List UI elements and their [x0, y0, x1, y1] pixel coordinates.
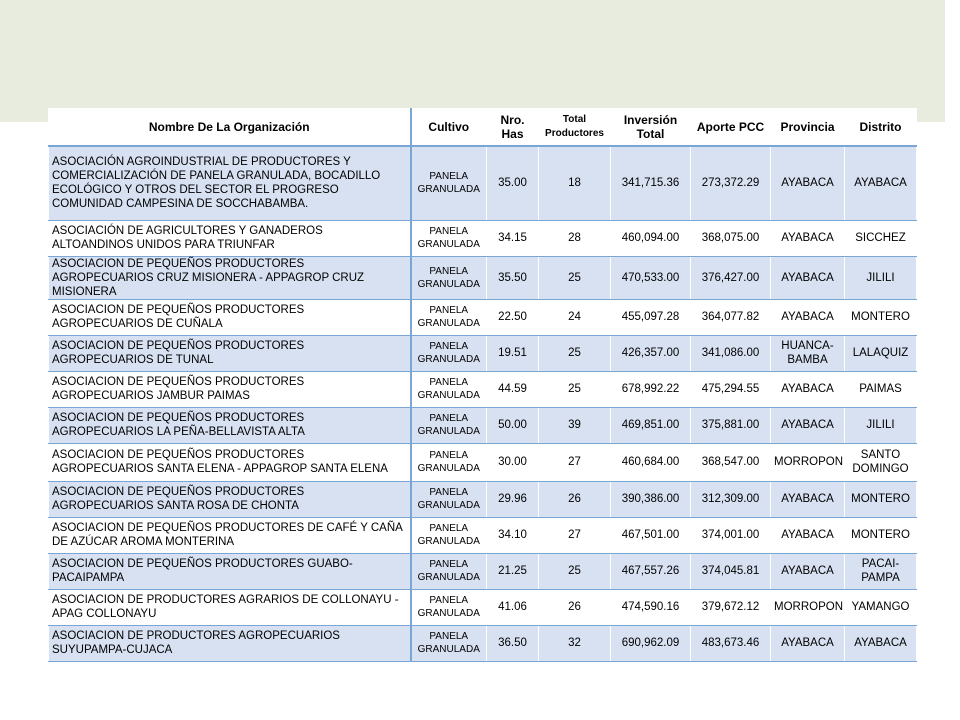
row-total-productores: 24 — [539, 299, 611, 335]
row-cultivo: PANELA GRANULADA — [411, 335, 487, 371]
table-row — [49, 371, 917, 407]
row-cultivo: PANELA GRANULADA — [411, 517, 487, 553]
row-org: ASOCIACIÓN DE AGRICULTORES Y GANADEROS ALTOANDINOS UNIDOS PARA TRIUNFAR — [49, 220, 411, 256]
header-cultivo: Cultivo — [411, 109, 487, 147]
row-distrito: MONTERO — [845, 481, 917, 517]
row-total-productores: 27 — [539, 443, 611, 481]
table-row — [49, 481, 917, 517]
row-aporte: 483,673.46 — [691, 625, 771, 661]
header-nro-has: Nro. Has — [487, 109, 539, 147]
header-distrito: Distrito — [845, 109, 917, 147]
row-aporte: 374,045.81 — [691, 553, 771, 589]
table-row — [49, 146, 917, 220]
row-distrito: MONTERO — [845, 517, 917, 553]
row-org: ASOCIACION DE PEQUEÑOS PRODUCTORES AGROPECUARIOS JAMBUR PAIMAS — [49, 371, 411, 407]
header-org: Nombre De La Organización — [49, 109, 411, 147]
row-inversion: 474,590.16 — [611, 589, 691, 625]
row-nro-has: 34.15 — [487, 220, 539, 256]
row-nro-has: 35.50 — [487, 256, 539, 299]
row-provincia: AYABACA — [771, 407, 845, 443]
row-org: ASOCIACION DE PRODUCTORES AGRARIOS DE COLLONAYU - APAG COLLONAYU — [49, 589, 411, 625]
table-body — [49, 146, 917, 661]
table-row — [49, 443, 917, 481]
row-total-productores: 27 — [539, 517, 611, 553]
row-total-productores: 26 — [539, 481, 611, 517]
row-org: ASOCIACION DE PEQUEÑOS PRODUCTORES DE CAFÉ Y CAÑA DE AZÚCAR AROMA MONTERINA — [49, 517, 411, 553]
row-org: ASOCIACIÓN AGROINDUSTRIAL DE PRODUCTORES Y COMERCIALIZACIÓN DE PANELA GRANULADA, BOCADILLO ECOLÓGICO Y OTROS DEL SECTOR EL PROGRESO COMUNIDAD CAMPESINA DE SOCCHABAMBA. — [49, 146, 411, 220]
row-nro-has: 44.59 — [487, 371, 539, 407]
table-row — [49, 256, 917, 299]
row-provincia: AYABACA — [771, 371, 845, 407]
row-nro-has: 22.50 — [487, 299, 539, 335]
header-provincia: Provincia — [771, 109, 845, 147]
table-row — [49, 625, 917, 661]
row-total-productores: 25 — [539, 335, 611, 371]
row-aporte: 375,881.00 — [691, 407, 771, 443]
row-provincia: HUANCA-BAMBA — [771, 335, 845, 371]
row-inversion: 678,992.22 — [611, 371, 691, 407]
row-inversion: 467,557.26 — [611, 553, 691, 589]
row-distrito: JILILI — [845, 256, 917, 299]
row-inversion: 469,851.00 — [611, 407, 691, 443]
row-provincia: AYABACA — [771, 481, 845, 517]
row-distrito: JILILI — [845, 407, 917, 443]
row-aporte: 376,427.00 — [691, 256, 771, 299]
row-nro-has: 35.00 — [487, 146, 539, 220]
row-cultivo: PANELA GRANULADA — [411, 220, 487, 256]
table-header-row — [49, 109, 917, 147]
row-provincia: AYABACA — [771, 553, 845, 589]
row-provincia: AYABACA — [771, 517, 845, 553]
row-org: ASOCIACION DE PEQUEÑOS PRODUCTORES GUABO-PACAIPAMPA — [49, 553, 411, 589]
row-aporte: 368,547.00 — [691, 443, 771, 481]
row-provincia: AYABACA — [771, 625, 845, 661]
row-nro-has: 21.25 — [487, 553, 539, 589]
organizations-table — [48, 108, 917, 662]
row-nro-has: 19.51 — [487, 335, 539, 371]
row-distrito: AYABACA — [845, 625, 917, 661]
row-nro-has: 41.06 — [487, 589, 539, 625]
header-banner — [0, 0, 945, 122]
row-distrito: PAIMAS — [845, 371, 917, 407]
row-inversion: 460,094.00 — [611, 220, 691, 256]
row-org: ASOCIACION DE PEQUEÑOS PRODUCTORES AGROPECUARIOS DE CUÑALA — [49, 299, 411, 335]
row-org: ASOCIACION DE PEQUEÑOS PRODUCTORES AGROPECUARIOS SANTA ROSA DE CHONTA — [49, 481, 411, 517]
row-inversion: 455,097.28 — [611, 299, 691, 335]
row-nro-has: 30.00 — [487, 443, 539, 481]
row-total-productores: 28 — [539, 220, 611, 256]
row-total-productores: 25 — [539, 256, 611, 299]
row-cultivo: PANELA GRANULADA — [411, 256, 487, 299]
row-distrito: YAMANGO — [845, 589, 917, 625]
row-provincia: AYABACA — [771, 146, 845, 220]
row-org: ASOCIACION DE PEQUEÑOS PRODUCTORES AGROPECUARIOS LA PEÑA-BELLAVISTA ALTA — [49, 407, 411, 443]
row-aporte: 368,075.00 — [691, 220, 771, 256]
row-cultivo: PANELA GRANULADA — [411, 481, 487, 517]
row-org: ASOCIACION DE PRODUCTORES AGROPECUARIOS SUYUPAMPA-CUJACA — [49, 625, 411, 661]
organizations-table-container — [48, 108, 916, 656]
table-row — [49, 553, 917, 589]
row-inversion: 426,357.00 — [611, 335, 691, 371]
row-cultivo: PANELA GRANULADA — [411, 371, 487, 407]
row-cultivo: PANELA GRANULADA — [411, 407, 487, 443]
row-total-productores: 26 — [539, 589, 611, 625]
row-total-productores: 25 — [539, 371, 611, 407]
header-total-productores: Total Productores — [539, 109, 611, 147]
table-row — [49, 299, 917, 335]
row-inversion: 470,533.00 — [611, 256, 691, 299]
table-row — [49, 589, 917, 625]
row-aporte: 341,086.00 — [691, 335, 771, 371]
table-row — [49, 335, 917, 371]
row-inversion: 690,962.09 — [611, 625, 691, 661]
row-aporte: 374,001.00 — [691, 517, 771, 553]
row-aporte: 312,309.00 — [691, 481, 771, 517]
table-row — [49, 517, 917, 553]
row-nro-has: 29.96 — [487, 481, 539, 517]
row-total-productores: 25 — [539, 553, 611, 589]
row-provincia: MORROPON — [771, 443, 845, 481]
row-cultivo: PANELA GRANULADA — [411, 589, 487, 625]
row-total-productores: 18 — [539, 146, 611, 220]
row-inversion: 390,386.00 — [611, 481, 691, 517]
row-inversion: 460,684.00 — [611, 443, 691, 481]
row-distrito: LALAQUIZ — [845, 335, 917, 371]
row-nro-has: 50.00 — [487, 407, 539, 443]
row-distrito: PACAI-PAMPA — [845, 553, 917, 589]
row-aporte: 379,672.12 — [691, 589, 771, 625]
header-inversion: Inversión Total — [611, 109, 691, 147]
row-cultivo: PANELA GRANULADA — [411, 299, 487, 335]
row-aporte: 273,372.29 — [691, 146, 771, 220]
row-aporte: 475,294.55 — [691, 371, 771, 407]
row-inversion: 341,715.36 — [611, 146, 691, 220]
row-distrito: SANTO DOMINGO — [845, 443, 917, 481]
row-cultivo: PANELA GRANULADA — [411, 443, 487, 481]
row-provincia: AYABACA — [771, 299, 845, 335]
row-nro-has: 36.50 — [487, 625, 539, 661]
row-inversion: 467,501.00 — [611, 517, 691, 553]
row-org: ASOCIACION DE PEQUEÑOS PRODUCTORES AGROPECUARIOS SANTA ELENA - APPAGROP SANTA ELENA — [49, 443, 411, 481]
row-org: ASOCIACION DE PEQUEÑOS PRODUCTORES AGROPECUARIOS CRUZ MISIONERA - APPAGROP CRUZ MISIONERA — [49, 256, 411, 299]
row-provincia: AYABACA — [771, 256, 845, 299]
row-distrito: SICCHEZ — [845, 220, 917, 256]
row-distrito: AYABACA — [845, 146, 917, 220]
row-aporte: 364,077.82 — [691, 299, 771, 335]
row-total-productores: 32 — [539, 625, 611, 661]
row-nro-has: 34.10 — [487, 517, 539, 553]
table-row — [49, 220, 917, 256]
row-cultivo: PANELA GRANULADA — [411, 553, 487, 589]
row-total-productores: 39 — [539, 407, 611, 443]
table-row — [49, 407, 917, 443]
header-aporte: Aporte PCC — [691, 109, 771, 147]
row-cultivo: PANELA GRANULADA — [411, 146, 487, 220]
row-provincia: AYABACA — [771, 220, 845, 256]
row-cultivo: PANELA GRANULADA — [411, 625, 487, 661]
row-org: ASOCIACION DE PEQUEÑOS PRODUCTORES AGROPECUARIOS DE TUNAL — [49, 335, 411, 371]
row-provincia: MORROPON — [771, 589, 845, 625]
row-distrito: MONTERO — [845, 299, 917, 335]
